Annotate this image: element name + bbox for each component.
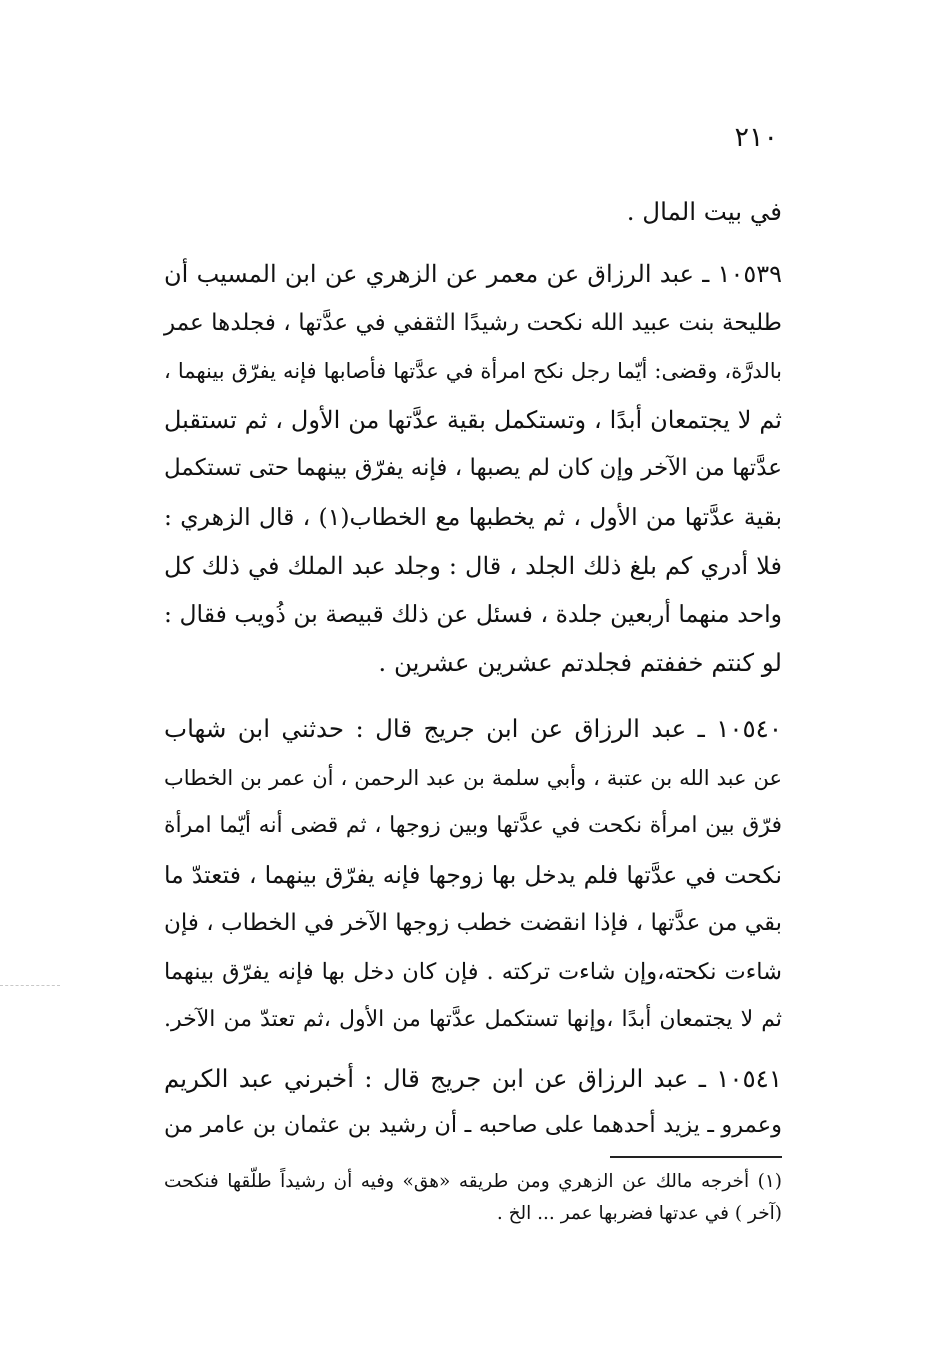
text-line: بقية عدَّتها من الأول ، ثم يخطبها مع الخطاب(١) ، قال الزهري :	[164, 502, 782, 531]
text-line: عدَّتها من الآخر وإن كان لم يصبها ، فإنه يفرّق بينهما حتى تستكمل	[164, 455, 782, 482]
text-line: طليحة بنت عبيد الله نكحت رشيدًا الثقفي في عدَّتها ، فجلدها عمر	[164, 309, 782, 336]
text-line: ثم لا يجتمعان أبدًا ،وإنها تستكمل عدَّتها من الأول ،ثم تعتدّ من الآخر.	[164, 1007, 782, 1032]
text-line: نكحت في عدَّتها فلم يدخل بها زوجها فإنه يفرّق بينهما ، فتعتدّ ما	[164, 860, 782, 889]
text-line: بالدرَّة، وقضى: أيّما رجل نكح امرأة في عدَّتها فأصابها فإنه يفرّق بينهما ،	[164, 359, 782, 384]
paragraph-10539	[164, 250, 782, 687]
text-line: في بيت المال .	[626, 197, 782, 226]
text-line: ١٠٥٤٠ ـ عبد الرزاق عن ابن جريج قال : حدثني ابن شهاب	[164, 714, 782, 743]
text-line: وعمرو ـ يزيد أحدهما على صاحبه ـ أن رشيد بن عثمان بن عامر من	[164, 1112, 782, 1138]
paragraph-10541	[164, 1056, 782, 1148]
text-line: فلا أدري كم بلغ ذلك الجلد ، قال : وجلد عبد الملك في ذلك كل	[164, 551, 782, 580]
text-line: ثم لا يجتمعان أبدًا ، وتستكمل بقية عدَّتها من الأول ، ثم تستقبل	[164, 405, 782, 434]
text-line: لو كنتم خففتم فجلدتم عشرين عشرين .	[378, 647, 782, 677]
text-line: عن عبد الله بن عتبة ، وأبي سلمة بن عبد الرحمن ، أن عمر بن الخطاب	[164, 765, 782, 790]
footnote-line: (١) أخرجه مالك عن الزهري ومن طريقه «هق» وفيه أن رشيداً طلّقها فنكحت	[164, 1171, 782, 1192]
footnote-divider	[610, 1156, 782, 1158]
text-line: شاءت نكحته،وإن شاءت تركته . فإن كان دخل بها فإنه يفرّق بينهما	[164, 958, 782, 985]
footnote	[164, 1166, 782, 1230]
text-line: ١٠٥٤١ ـ عبد الرزاق عن ابن جريج قال : أخبرني عبد الكريم	[164, 1064, 782, 1093]
scan-artifact-line	[0, 985, 60, 987]
paragraph-10540	[164, 705, 782, 1045]
text-line: بقي من عدَّتها ، فإذا انقضت خطب زوجها الآخر في الخطاب ، فإن	[164, 910, 782, 936]
text-line: واحد منهما أربعين جلدة ، فسئل عن ذلك قبيصة بن ذُويب فقال :	[164, 600, 782, 629]
intro-text	[164, 192, 782, 232]
footnote-line: (آخر ) في عدتها فضربها عمر ... الخ .	[496, 1203, 782, 1224]
page-number: ٢١٠	[734, 122, 778, 153]
text-line: ١٠٥٣٩ ـ عبد الرزاق عن معمر عن الزهري عن ابن المسيب أن	[164, 260, 782, 288]
text-line: فرّق بين امرأة نكحت في عدَّتها وبين زوجها ، ثم قضى أنه أيّما امرأة	[164, 813, 782, 838]
